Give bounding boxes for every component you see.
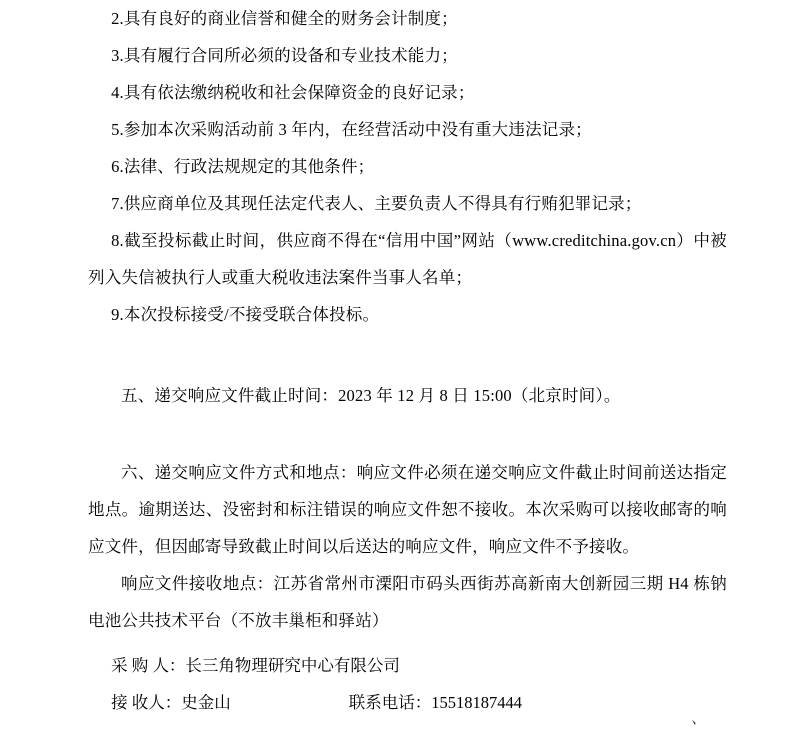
buyer-value: 长三角物理研究中心有限公司 — [185, 656, 400, 675]
receiver-label: 接 收人： — [111, 693, 182, 712]
receive-address: 响应文件接收地点：江苏省常州市溧阳市码头西街苏高新南大创新园三期 H4 栋钠电池公共技术平台（不放丰巢柜和驿站） — [88, 574, 727, 630]
buyer-label: 采 购 人： — [111, 656, 186, 675]
condition-item-6: 6.法律、行政法规规定的其他条件； — [111, 157, 375, 176]
receiver-row — [88, 684, 727, 721]
page-corner-mark: 、 — [690, 711, 708, 729]
condition-item-5: 5.参加本次采购活动前 3 年内，在经营活动中没有重大违法记录； — [111, 120, 592, 139]
condition-item-8: 8.截至投标截止时间，供应商不得在“信用中国”网站（www.creditchina.gov.cn）中被列入失信被执行人或重大税收违法案件当事人名单； — [88, 231, 727, 287]
section-five-deadline: 五、递交响应文件截止时间：2023 年 12 月 8 日 15:00（北京时间）。 — [121, 386, 621, 405]
condition-item-2: 2.具有良好的商业信誉和健全的财务会计制度； — [111, 9, 458, 28]
contact-spacer — [88, 639, 727, 647]
phone-value: 15518187444 — [431, 693, 522, 712]
condition-item-7: 7.供应商单位及其现任法定代表人、主要负责人不得具有行贿犯罪记录； — [111, 194, 642, 213]
condition-item-3: 3.具有履行合同所必须的设备和专业技术能力； — [111, 46, 458, 65]
phone-label: 联系电话： — [348, 693, 432, 712]
section-spacer-1 — [88, 333, 727, 377]
buyer-row — [88, 647, 727, 684]
condition-item-4: 4.具有依法缴纳税收和社会保障资金的良好记录； — [111, 83, 475, 102]
receiver-value: 史金山 — [181, 693, 231, 712]
section-spacer-2 — [88, 414, 727, 454]
section-six-delivery: 六、递交响应文件方式和地点：响应文件必须在递交响应文件截止时间前送达指定地点。逾期送达、没密封和标注错误的响应文件恕不接收。本次采购可以接收邮寄的响应文件，但因邮寄导致截止时间以后送达的响应文件，响应文件不予接收。 — [88, 463, 727, 556]
condition-item-9: 9.本次投标接受/不接受联合体投标。 — [111, 305, 380, 324]
